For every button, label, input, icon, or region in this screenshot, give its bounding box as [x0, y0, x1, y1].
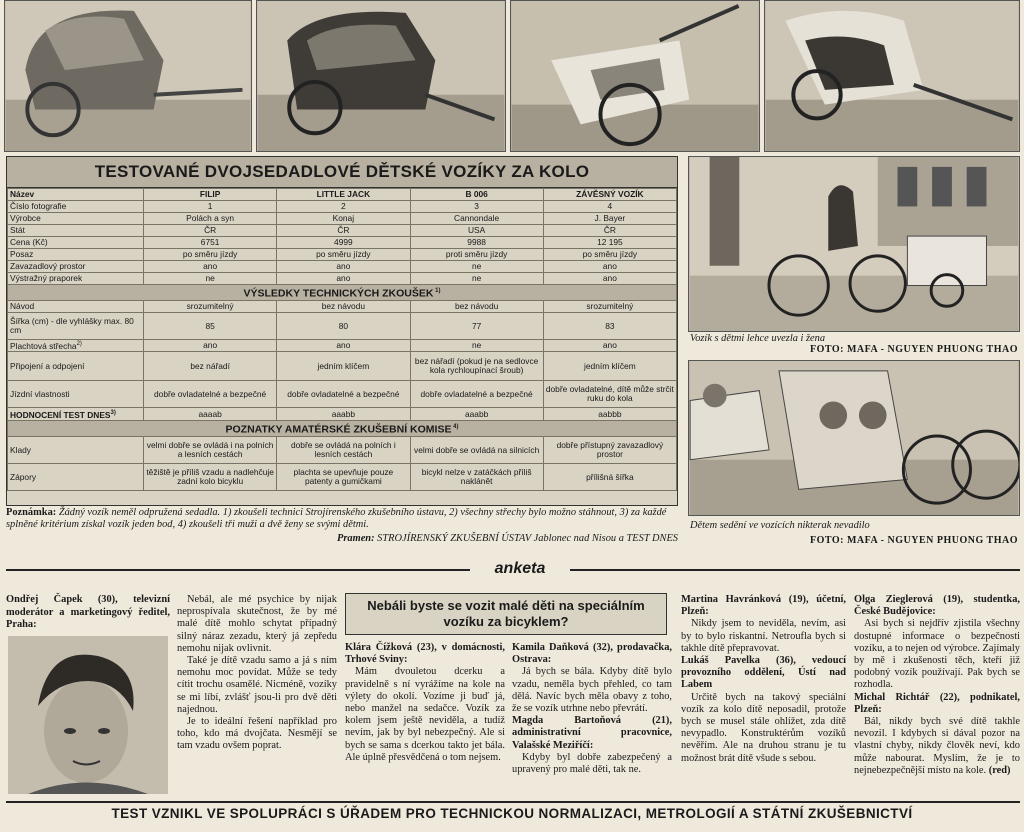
- comparison-table: [6, 156, 678, 506]
- capek-text-3: Je to ideální řešení například pro toho, kdo má dvojčata. Nesmějí se tam vzadu ovšem poprat.: [177, 716, 337, 752]
- table-row: [8, 340, 677, 352]
- klara-name: Klára Čížková (23), v domácnosti, Trhové Sviny:: [345, 642, 505, 666]
- cell: 85: [144, 313, 277, 340]
- cell: 80: [277, 313, 410, 340]
- cell: 4: [543, 201, 676, 213]
- trailer-4-image: [765, 1, 1019, 151]
- cell: J. Bayer: [543, 213, 676, 225]
- row-label: Zápory: [8, 464, 144, 491]
- anketa-col-3: [345, 642, 505, 764]
- row-label: Název: [8, 189, 144, 201]
- michal-text-body: Bál, nikdy bych své dítě takhle nevozil. I kdybych si dával pozor na vlastní chyby, nikdy člověk neví, kdo může nabourat. Myslím, že je to nejnebezpečnější místo na kole.: [854, 716, 1020, 776]
- cell: ZÁVĚSNÝ VOZÍK: [543, 189, 676, 201]
- cell: dobře ovladatelné, dítě může strčit ruku do kola: [543, 381, 676, 408]
- credit-1: FOTO: MAFA - NGUYEN PHUONG THAO: [810, 344, 1018, 355]
- credit-2: FOTO: MAFA - NGUYEN PHUONG THAO: [810, 535, 1018, 546]
- cell: jedním klíčem: [543, 352, 676, 381]
- trailer-2-image: [257, 1, 505, 151]
- portrait-capek: [8, 636, 168, 794]
- table-row: [8, 352, 677, 381]
- cell: LITTLE JACK: [277, 189, 410, 201]
- cell: bez nářadí: [144, 352, 277, 381]
- children-image: [689, 361, 1019, 515]
- cell: FILIP: [144, 189, 277, 201]
- cell: ano: [277, 261, 410, 273]
- anketa-col-5: [681, 594, 846, 765]
- cell: B 006: [410, 189, 543, 201]
- cell: proti směru jízdy: [410, 249, 543, 261]
- cell: 6751: [144, 237, 277, 249]
- portrait-image: [8, 636, 168, 794]
- olga-name: Olga Zieglerová (19), studentka, České Budějovice:: [854, 594, 1020, 618]
- woman-bike-image: [689, 157, 1019, 331]
- cell: ano: [543, 273, 676, 285]
- cell: Konaj: [277, 213, 410, 225]
- cell: bez návodu: [410, 301, 543, 313]
- table-row: [8, 313, 677, 340]
- row-label: Výrobce: [8, 213, 144, 225]
- table-row: [8, 273, 677, 285]
- table-header-row: [8, 189, 677, 201]
- cell: aaabb: [277, 408, 410, 421]
- footer-banner: TEST VZNIKL VE SPOLUPRÁCI S ÚŘADEM PRO TECHNICKOU NORMALIZACI, METROLOGIÍ A STÁTNÍ ZKUŠEBNICTVÍ: [111, 806, 913, 821]
- anketa-col-6: [854, 594, 1020, 777]
- table-row: [8, 437, 677, 464]
- cell: ano: [144, 261, 277, 273]
- footer-rule: [6, 801, 1020, 803]
- cell: ne: [410, 340, 543, 352]
- cell: srozumitelný: [543, 301, 676, 313]
- cell: po směru jízdy: [543, 249, 676, 261]
- lukas-name: Lukáš Pavelka (36), vedoucí provozního oddělení, Ústí nad Labem: [681, 655, 846, 691]
- cell: ne: [410, 261, 543, 273]
- cell: dobře ovladatelné a bezpečné: [410, 381, 543, 408]
- kamila-text: Já bych se bála. Kdyby dítě bylo vzadu, neměla bych přehled, co tam dělá. Navíc bych měla obavy z toho, že se vozík utrhne nebo převrátí.: [512, 666, 672, 715]
- row-label: Výstražný praporek: [8, 273, 144, 285]
- cell: srozumitelný: [144, 301, 277, 313]
- cell: Cannondale: [410, 213, 543, 225]
- table-row: [8, 237, 677, 249]
- table-row: [8, 213, 677, 225]
- photo-trailer-3: [510, 0, 760, 152]
- kamila-name: Kamila Daňková (32), prodavačka, Ostrava:: [512, 642, 672, 666]
- magda-name: Magda Bartoňová (21), administrativní pracovnice, Valašské Meziříčí:: [512, 715, 672, 751]
- cell: bez nářadí (pokud je na sedlovce kola rychloupínací šroub): [410, 352, 543, 381]
- table-row: [8, 301, 677, 313]
- photo-trailer-4: [764, 0, 1020, 152]
- anketa-col-4: [512, 642, 672, 776]
- cell: 3: [410, 201, 543, 213]
- cell: těžiště je příliš vzadu a nadlehčuje zadní kolo bicyklu: [144, 464, 277, 491]
- row-label: Šířka (cm) - dle vyhlášky max. 80 cm: [8, 313, 144, 340]
- cell: ano: [144, 340, 277, 352]
- cell: aaaab: [144, 408, 277, 421]
- cell: po směru jízdy: [277, 249, 410, 261]
- cell: aabbb: [543, 408, 676, 421]
- source-text: STROJÍRENSKÝ ZKUŠEBNÍ ÚSTAV Jablonec nad Nisou a TEST DNES: [377, 533, 678, 544]
- signature: (red): [988, 764, 1011, 776]
- cell: po směru jízdy: [144, 249, 277, 261]
- note-text: Žádný vozík neměl odpružená sedadla. 1) zkoušeli technici Strojírenského zkušebního ústavu, 2) všechny střechy bylo možno stáhnout, 3) za každé splněné kritérium získal vozík jeden bod, 4) zkoušeli tři muži a dvě ženy se svými dětmi.: [6, 507, 667, 530]
- cell: aaabb: [410, 408, 543, 421]
- photo-children: [688, 360, 1020, 516]
- row-label: Plachtová střecha$^{2)}$: [8, 340, 144, 352]
- cell: Polách a syn: [144, 213, 277, 225]
- table-row: [8, 249, 677, 261]
- source-label: Pramen:: [337, 533, 375, 544]
- section-amateur: [8, 421, 677, 437]
- footnote-marker: 2): [76, 341, 82, 348]
- cell: bicykl nelze v zatáčkách příliš naklánět: [410, 464, 543, 491]
- table-row: [8, 381, 677, 408]
- trailer-1-image: [5, 1, 251, 151]
- capek-name: Ondřej Čapek (30), televizní moderátor a marketingový ředitel, Praha:: [6, 594, 170, 630]
- cell: velmi dobře se ovládá na silnicích: [410, 437, 543, 464]
- klara-text: Mám dvouletou dcerku a pravidelně s ní vyrážíme na kole na výlety do okolí. Vozíme ji buď já, nebo manžel na sedačce. Vozík za kolem jsem ještě neviděla, a tudíž nevím, jak by byl nebezpečný. Ale si bych se sama s dcerkou takto jet bála. Ale úplně přesvědčená o tom nejsem.: [345, 666, 505, 763]
- cell: 2: [277, 201, 410, 213]
- table-row: [8, 408, 677, 421]
- table-row: [8, 201, 677, 213]
- anketa-col-1: [6, 594, 170, 632]
- caption-bike: Vozík s dětmi lehce uvezla i žena: [690, 333, 826, 344]
- cell: jedním klíčem: [277, 352, 410, 381]
- note-label: Poznámka:: [6, 507, 57, 518]
- cell: 9988: [410, 237, 543, 249]
- cell: 77: [410, 313, 543, 340]
- photo-trailer-2: [256, 0, 506, 152]
- cell: ne: [410, 273, 543, 285]
- cell: velmi dobře se ovládá i na polních a lesních cestách: [144, 437, 277, 464]
- martina-name: Martina Havránková (19), účetní, Plzeň:: [681, 594, 846, 618]
- anketa-question: Nebáli byste se vozit malé děti na speciálním vozíku za bicyklem?: [345, 593, 667, 635]
- section-tech-results: [8, 285, 677, 301]
- cell: plachta se upevňuje pouze patenty a gumičkami: [277, 464, 410, 491]
- row-label: Cena (Kč): [8, 237, 144, 249]
- cell: USA: [410, 225, 543, 237]
- olga-text: Asi bych si nejdřív zjistila všechny dostupné informace o bezpečnosti vozíku, a to nejen od výrobce. Zajímaly by mě i zkušenosti těch, kteří již podobný vozík používají. Pak bych se rozhodla.: [854, 618, 1020, 691]
- cell: dobře ovladatelné a bezpečné: [277, 381, 410, 408]
- section-title: POZNATKY AMATÉRSKÉ ZKUŠEBNÍ KOMISE $^{4)}$: [8, 421, 677, 437]
- cell: ČR: [144, 225, 277, 237]
- cell: dobře se ovládá na polních i lesních cestách: [277, 437, 410, 464]
- row-label: Klady: [8, 437, 144, 464]
- cell: ano: [543, 261, 676, 273]
- cell: 12 195: [543, 237, 676, 249]
- caption-children: Dětem sedění ve vozících nikterak nevadilo: [690, 520, 870, 531]
- table-note: [6, 507, 678, 531]
- cell: ČR: [277, 225, 410, 237]
- cell: 4999: [277, 237, 410, 249]
- table-row: [8, 464, 677, 491]
- table-title: TESTOVANÉ DVOJSEDADLOVÉ DĚTSKÉ VOZÍKY ZA KOLO: [7, 157, 677, 188]
- row-label: Posaz: [8, 249, 144, 261]
- cell: přílišná šířka: [543, 464, 676, 491]
- table-row: [8, 225, 677, 237]
- michal-name: Michal Richtář (22), podnikatel, Plzeň:: [854, 691, 1020, 715]
- photo-woman-bike: [688, 156, 1020, 332]
- row-label: Připojení a odpojení: [8, 352, 144, 381]
- anketa-title: anketa: [470, 560, 570, 578]
- cell: ano: [277, 340, 410, 352]
- table-body: [7, 188, 677, 491]
- section-title: VÝSLEDKY TECHNICKÝCH ZKOUŠEK $^{1)}$: [8, 285, 677, 301]
- row-label: Jízdní vlastnosti: [8, 381, 144, 408]
- cell: ne: [144, 273, 277, 285]
- cell: 83: [543, 313, 676, 340]
- cell: 1: [144, 201, 277, 213]
- cell: ano: [277, 273, 410, 285]
- capek-text-1: Nebál, ale mé psychice by nijak neprospívala skutečnost, že by mé malé dítě mohlo schytat případný silný náraz zezadu, který já zepředu nemohu nijak ovlivnit.: [177, 594, 337, 654]
- row-label: Stát: [8, 225, 144, 237]
- lukas-text: Určitě bych na takový speciální vozík za kolo dítě neposadil, protože bych se musel stále ohlížet, zda dítě nevypadlo. Konstruktérům vozíků nevěřím. Ale na druhou stranu je tu možnost brát dítě všude s sebou.: [681, 691, 846, 764]
- row-label: Číslo fotografie: [8, 201, 144, 213]
- row-label: HODNOCENÍ TEST DNES$^{3)}$: [8, 408, 144, 421]
- row-label: Zavazadlový prostor: [8, 261, 144, 273]
- michal-text: [854, 716, 1020, 777]
- trailer-3-image: [511, 1, 759, 151]
- photo-trailer-1: [4, 0, 252, 152]
- table-row: [8, 261, 677, 273]
- row-label: Návod: [8, 301, 144, 313]
- magda-text: Kdyby byl dobře zabezpečený a upravený pro malé děti, tak ne.: [512, 751, 672, 776]
- cell: bez návodu: [277, 301, 410, 313]
- cell: dobře přístupný zavazadlový prostor: [543, 437, 676, 464]
- source-line: [6, 533, 678, 544]
- anketa-col-2: [177, 594, 337, 753]
- cell: ČR: [543, 225, 676, 237]
- cell: ano: [543, 340, 676, 352]
- martina-text: Nikdy jsem to neviděla, nevím, asi by to bylo riskantní. Netroufla bych si takhle dítě přepravovat.: [681, 618, 846, 654]
- cell: dobře ovladatelné a bezpečné: [144, 381, 277, 408]
- capek-text-2: Také je dítě vzadu samo a já s ním nemohu moc povídat. Může se tedy cítit trochu osamělé. Nicméně, vozíky se mi líbí, zvlášť jsou-li pro dvě děti najednou.: [177, 655, 337, 715]
- footnote-marker: 3): [110, 409, 116, 416]
